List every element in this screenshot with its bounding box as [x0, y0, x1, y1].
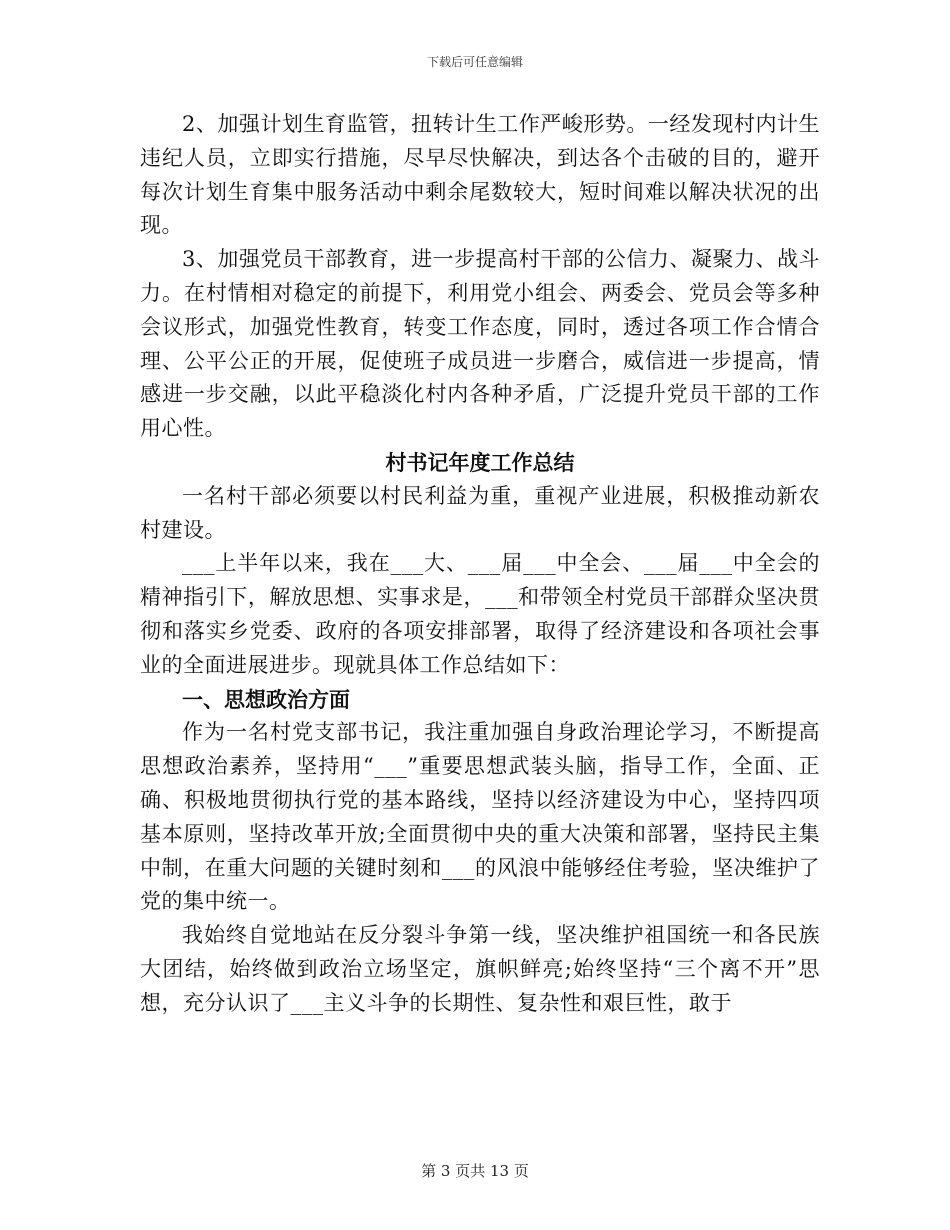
paragraph-item-3: 3、加强党员干部教育，进一步提高村干部的公信力、凝聚力、战斗力。在村情相对稳定的前提下，利用党小组会、两委会、党员会等多种会议形式，加强党性教育，转变工作态度，同时，透过各项工作合情合理、公平公正的开展，促使班子成员进一步磨合，威信进一步提高，情感进一步交融，以此平稳淡化村内各种矛盾，广泛提升党员干部的工作用心性。	[140, 247, 820, 441]
section-heading: 一、思想政治方面	[182, 686, 350, 712]
document-title: 村书记年度工作总结	[385, 449, 575, 475]
paragraph-political-study: 作为一名村党支部书记，我注重加强自身政治理论学习，不断提高思想政治素养，坚持用“___”重要思想武装头脑，指导工作，全面、正确、积极地贯彻执行党的基本路线，坚持以经济建设为中心，坚持四项基本原则，坚持改革开放;全面贯彻中央的重大决策和部署，坚持民主集中制，在重大问题的关键时刻和___的风浪中能够经住考验，坚决维护了党的集中统一。	[140, 720, 820, 914]
page-number: 第 3 页共 13 页	[421, 1162, 529, 1180]
paragraph-item-2: 2、加强计划生育监管，扭转计生工作严峻形势。一经发现村内计生违纪人员，立即实行措施，尽早尽快解决，到达各个击破的目的，避开每次计划生育集中服务活动中剩余尾数较大，短时间难以解决状况的出现。	[140, 112, 820, 238]
paragraph-overview: ___上半年以来，我在___大、___届___中全会、___届___中全会的精神指引下，解放思想、实事求是，___和带领全村党员干部群众坚决贯彻和落实乡党委、政府的各项安排部署，取得了经济建设和各项社会事业的全面进展进步。现就具体工作总结如下：	[140, 551, 820, 677]
page-header: 下载后可任意编辑	[426, 55, 523, 69]
paragraph-unity: 我始终自觉地站在反分裂斗争第一线，坚决维护祖国统一和各民族大团结，始终做到政治立场坚定，旗帜鲜亮;始终坚持“三个离不开”思想，充分认识了___主义斗争的长期性、复杂性和艰巨性，敢于	[140, 923, 820, 1015]
paragraph-intro: 一名村干部必须要以村民利益为重，重视产业进展，积极推动新农村建设。	[140, 483, 820, 542]
document-body	[140, 108, 820, 1021]
